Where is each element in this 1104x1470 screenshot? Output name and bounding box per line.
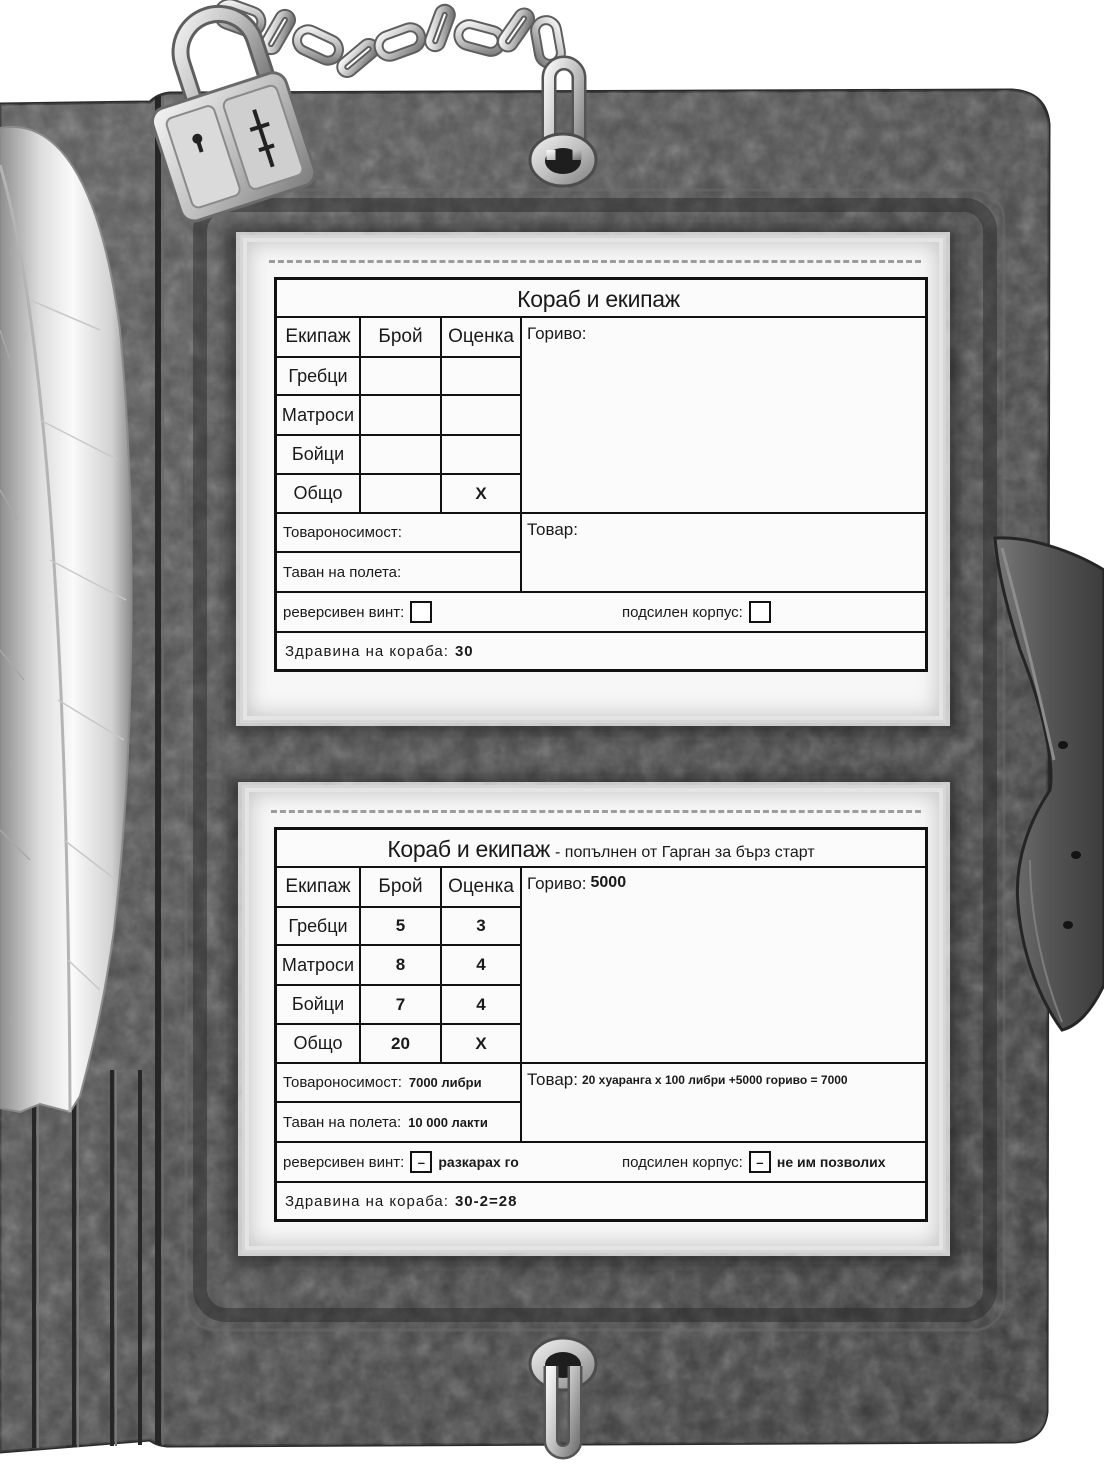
row-rating-fighters: 4: [442, 986, 520, 1023]
row-rating-total: X: [442, 475, 520, 512]
reinforced-hull-note: не им позволих: [776, 1154, 886, 1170]
row-count-rowers: [361, 358, 440, 394]
hull-strength-cell: [277, 633, 925, 669]
cargo-cell: [522, 514, 925, 591]
reverse-screw-note: разкарах го: [438, 1154, 519, 1170]
ship-crew-table: [274, 277, 928, 672]
table-title-cell: [277, 830, 925, 866]
upgrades-row: [277, 593, 925, 631]
reverse-screw-option: [283, 1151, 622, 1173]
capacity-cell: [277, 514, 520, 551]
table-title-cell: [277, 280, 925, 316]
fuel-label: Гориво:: [527, 324, 587, 343]
row-label-fighters: Бойци: [277, 436, 359, 473]
reverse-screw-option: [283, 601, 622, 623]
row-rating-sailors: 4: [442, 946, 520, 984]
row-label-total: Общо: [277, 475, 359, 512]
hull-strength-value: 30: [454, 642, 474, 660]
cargo-label: Товар:: [527, 520, 578, 539]
header-crew: Екипаж: [277, 318, 359, 356]
row-rating-sailors: [442, 396, 520, 434]
row-rating-rowers: [442, 358, 520, 394]
fuel-cell: [522, 868, 925, 1062]
hull-strength-value: 30-2=28: [454, 1192, 518, 1210]
table-title: Кораб и екипаж: [387, 836, 551, 862]
capacity-label: Товароносимост:: [283, 524, 402, 541]
row-count-fighters: [361, 436, 440, 473]
header-crew: Екипаж: [277, 868, 359, 906]
ceiling-cell: [277, 1103, 520, 1141]
capacity-label: Товароносимост:: [283, 1074, 402, 1091]
ceiling-label: Таван на полета:: [283, 1113, 402, 1131]
ceiling-label: Таван на полета:: [283, 563, 402, 581]
header-count: Брой: [361, 318, 440, 356]
row-count-rowers: 5: [361, 908, 440, 944]
row-count-total: 20: [361, 1025, 440, 1062]
ship-crew-table: [274, 827, 928, 1222]
fuel-label: Гориво:: [527, 874, 587, 893]
stitched-edge: [269, 260, 921, 263]
cargo-label: Товар:: [527, 1070, 578, 1089]
upgrades-row: [277, 1143, 925, 1181]
stitched-edge: [271, 810, 921, 813]
row-rating-total: X: [442, 1025, 520, 1062]
table-subtitle: - попълнен от Гарган за бърз старт: [555, 844, 815, 861]
row-rating-rowers: 3: [442, 908, 520, 944]
reverse-screw-checkbox: [410, 601, 432, 623]
capacity-cell: [277, 1064, 520, 1101]
row-rating-fighters: [442, 436, 520, 473]
ceiling-value: 10 000 лакти: [408, 1114, 488, 1130]
row-label-fighters: Бойци: [277, 986, 359, 1023]
reinforced-hull-label: подсилен корпус:: [622, 603, 743, 621]
row-label-sailors: Матроси: [277, 396, 359, 434]
fuel-cell: [522, 318, 925, 512]
ship-crew-card: [243, 238, 943, 720]
ship-crew-card: [245, 788, 943, 1250]
reinforced-hull-checkbox: [749, 601, 771, 623]
fuel-value: 5000: [590, 874, 627, 891]
row-label-total: Общо: [277, 1025, 359, 1062]
row-count-total: [361, 475, 440, 512]
hull-strength-label: Здравина на кораба:: [285, 642, 449, 660]
row-count-fighters: 7: [361, 986, 440, 1023]
header-rating: Оценка: [442, 318, 520, 356]
capacity-value: 7000 либри: [408, 1075, 482, 1090]
row-count-sailors: 8: [361, 946, 440, 984]
row-label-rowers: Гребци: [277, 908, 359, 944]
reverse-screw-checkbox: –: [410, 1151, 432, 1173]
reinforced-hull-checkbox: –: [749, 1151, 771, 1173]
hull-strength-label: Здравина на кораба:: [285, 1192, 449, 1210]
row-label-sailors: Матроси: [277, 946, 359, 984]
reinforced-hull-option: [622, 1151, 886, 1173]
reinforced-hull-label: подсилен корпус:: [622, 1153, 743, 1171]
row-label-rowers: Гребци: [277, 358, 359, 394]
reverse-screw-label: реверсивен винт:: [283, 603, 405, 621]
hull-strength-cell: [277, 1183, 925, 1219]
cargo-cell: [522, 1064, 925, 1141]
row-count-sailors: [361, 396, 440, 434]
header-rating: Оценка: [442, 868, 520, 906]
header-count: Брой: [361, 868, 440, 906]
reinforced-hull-option: [622, 601, 777, 623]
reverse-screw-label: реверсивен винт:: [283, 1153, 405, 1171]
table-title: Кораб и екипаж: [517, 286, 680, 312]
cargo-value: 20 хуаранга x 100 либри +5000 гориво = 7000: [581, 1073, 848, 1087]
ceiling-cell: [277, 553, 520, 591]
